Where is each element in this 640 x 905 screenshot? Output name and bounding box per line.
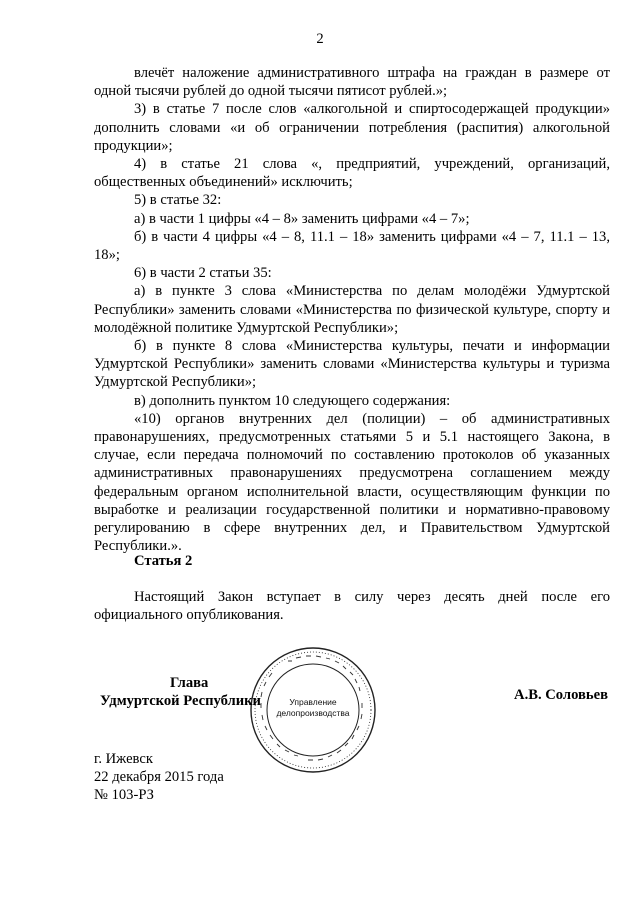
signatory-title-line2: Удмуртской Республики — [100, 693, 261, 710]
paragraph: «10) органов внутренних дел (полиции) – об административных правонарушениях, предусмотренных статьями 5 и 5.1 настоящего Закона, в случае, если передача полномочий по составлению протоколов об указанных административных правонарушениях предусмотрена соглашением между федеральным органом исполнительной власти, осуществляющим функции по выработке и реализации государственной политики и нормативно-правовому регулированию в сфере внутренних дел, и Правительством Удмуртской Республики.». — [94, 410, 610, 555]
paragraph: в) дополнить пунктом 10 следующего содержания: — [134, 392, 451, 409]
article-heading: Статья 2 — [134, 553, 193, 569]
seal-stamp — [248, 645, 378, 775]
paragraph: а) в пункте 3 слова «Министерства по делам молодёжи Удмуртской Республики» заменить словами «Министерства по физической культуре, спорту и молодёжной политике Удмуртской Республики»; — [94, 283, 610, 336]
signatory-name: А.В. Соловьев — [514, 687, 608, 703]
paragraph: 3) в статье 7 после слов «алкогольной и спиртосодержащей продукции» дополнить словами «и об ограничении потребления (распития) алкогольной продукции»; — [94, 101, 610, 154]
signatory-title — [100, 674, 261, 710]
stamp-text-line2: делопроизводства — [276, 708, 350, 718]
stamp-text-line1: Управление — [289, 697, 337, 707]
paragraph: б) в части 4 цифры «4 – 8, 11.1 – 18» заменить цифрами «4 – 7, 11.1 – 13, 18»; — [94, 228, 610, 264]
paragraph: б) в пункте 8 слова «Министерства культуры, печати и информации Удмуртской Республики» заменить словами «Министерства культуры и туризма Удмуртской Республики»; — [94, 338, 610, 391]
place: г. Ижевск — [94, 751, 153, 767]
date: 22 декабря 2015 года — [94, 769, 224, 786]
final-paragraph: Настоящий Закон вступает в силу через десять дней после его официального опубликования. — [94, 589, 610, 624]
paragraph: влечёт наложение административного штрафа на граждан в размере от одной тысячи рублей до одной тысячи пятисот рублей.»; — [94, 65, 610, 100]
paragraph: а) в части 1 цифры «4 – 8» заменить цифрами «4 – 7»; — [134, 210, 470, 227]
document-footer — [94, 750, 224, 805]
document-body — [94, 64, 610, 555]
signatory-title-line1: Глава — [170, 675, 209, 691]
page-number: 2 — [316, 31, 324, 47]
law-number: № 103-РЗ — [94, 787, 154, 804]
paragraph: 4) в статье 21 слова «, предприятий, учреждений, организаций, общественных объединений» исключить; — [94, 156, 610, 191]
paragraph: 5) в статье 32: — [134, 192, 222, 209]
paragraph: 6) в части 2 статьи 35: — [134, 265, 272, 282]
